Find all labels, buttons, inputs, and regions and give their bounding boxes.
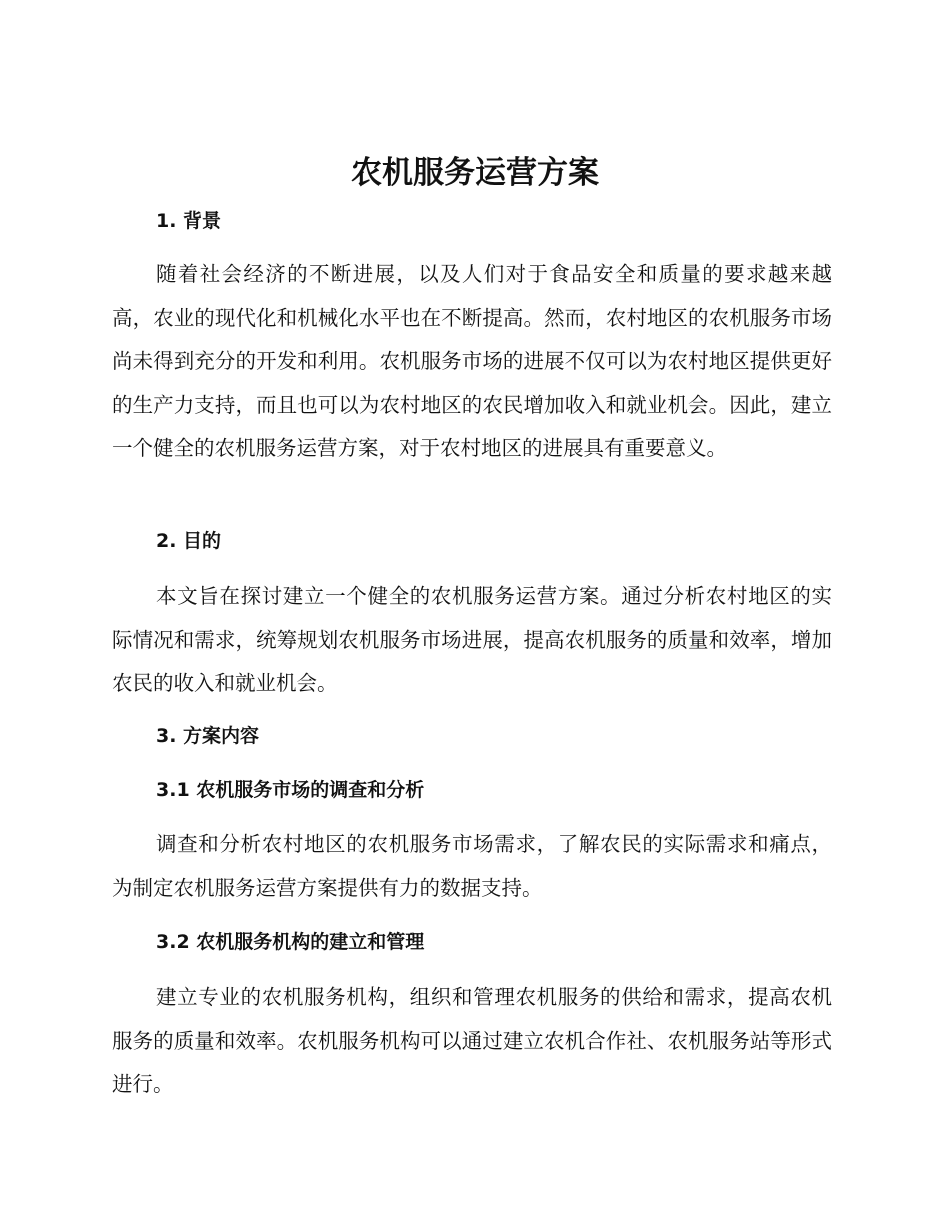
section-heading-market-research: 3.1 农机服务市场的调查和分析 — [156, 779, 425, 801]
section-body-purpose: 本文旨在探讨建立一个健全的农机服务运营方案。通过分析农村地区的实际情况和需求，统筹规划农机服务市场进展，提高农机服务的质量和效率，增加农民的收入和就业机会。 — [112, 584, 832, 696]
section-heading-background: 1. 背景 — [156, 210, 222, 232]
section-body-background: 随着社会经济的不断进展，以及人们对于食品安全和质量的要求越来越高，农业的现代化和机械化水平也在不断提高。然而，农村地区的农机服务市场尚未得到充分的开发和利用。农机服务市场的进展不仅可以为农村地区提供更好的生产力支持，而且也可以为农村地区的农民增加收入和就业机会。因此，建立一个健全的农机服务运营方案，对于农村地区的进展具有重要意义。 — [112, 262, 832, 461]
section-body-market-research: 调查和分析农村地区的农机服务市场需求，了解农民的实际需求和痛点，为制定农机服务运营方案提供有力的数据支持。 — [112, 832, 832, 900]
section-heading-purpose: 2. 目的 — [156, 530, 222, 552]
section-heading-service-organization: 3.2 农机服务机构的建立和管理 — [156, 931, 425, 953]
section-body-service-organization: 建立专业的农机服务机构，组织和管理农机服务的供给和需求，提高农机服务的质量和效率。农机服务机构可以通过建立农机合作社、农机服务站等形式进行。 — [112, 985, 832, 1097]
section-heading-plan-content: 3. 方案内容 — [156, 725, 260, 747]
page-title: 农机服务运营方案 — [351, 155, 599, 191]
